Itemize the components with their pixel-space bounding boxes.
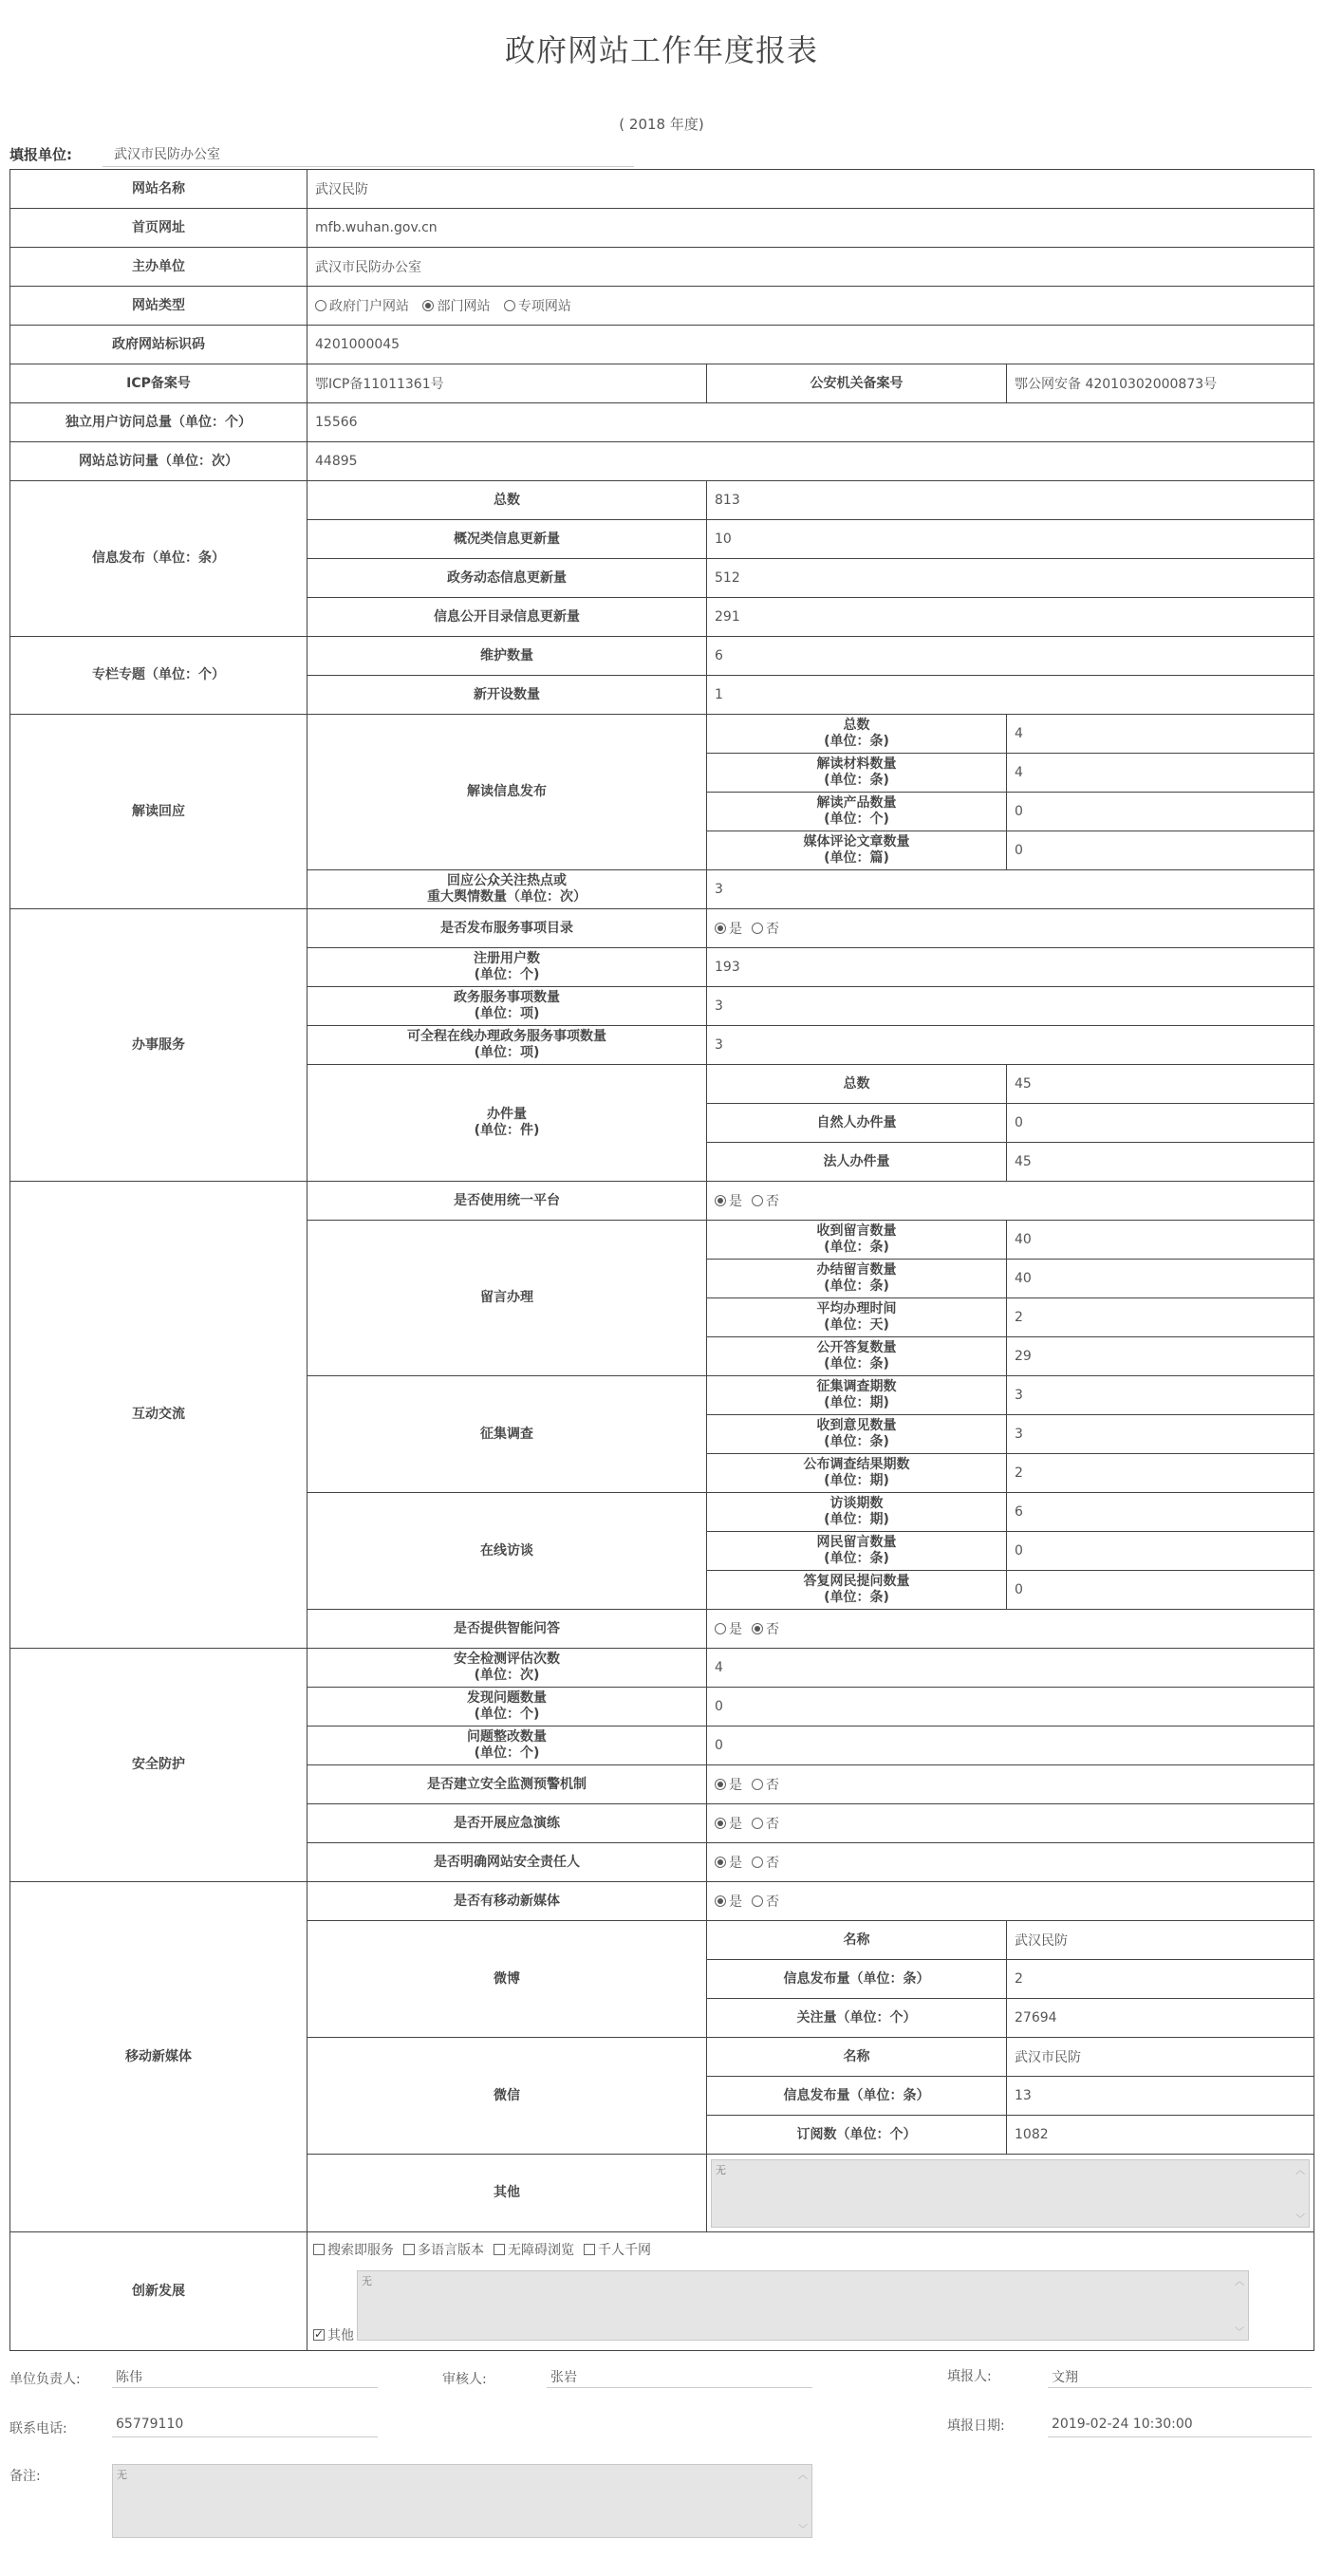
checkbox-label: 搜索即服务 [327,2243,394,2258]
table-row [10,403,1314,442]
cell-label: 问题整改数量 (单位：个) [307,1727,707,1765]
cell-label: 法人办件量 [707,1143,1007,1182]
radio-option[interactable] [422,299,490,314]
cell-label: 是否开展应急演练 [307,1804,707,1843]
radio-no[interactable] [752,1856,779,1871]
cell-label: 访谈期数 (单位：期) [707,1493,1007,1532]
scroll-up-icon: ︿ [1295,2165,1306,2176]
cell-label: 在线访谈 [307,1493,707,1610]
radio-icon [752,1779,763,1790]
reviewer-field[interactable]: 张岩 [547,2367,812,2388]
cell-label: 微信 [307,2038,707,2155]
pv-value: 44895 [307,442,1314,481]
cell-label: 是否发布服务事项目录 [307,909,707,948]
radio-yes[interactable] [715,1778,742,1793]
radio-option[interactable] [504,299,571,314]
reviewer-label: 审核人: [442,2372,487,2387]
section-label: 安全防护 [10,1649,307,1882]
table-row [10,1882,1314,1921]
cell-label: 网民留言数量 (单位：条) [707,1532,1007,1571]
cell-value: 45 [1007,1065,1314,1104]
filler-label: 填报人: [947,2369,992,2384]
cell-label: 其他 [307,2155,707,2232]
yes-no-radios [707,1882,1314,1921]
cell-value: 4 [1007,754,1314,793]
cell-value: 6 [707,637,1314,676]
checkbox-icon [313,2244,325,2255]
radio-yes[interactable] [715,1895,742,1910]
phone-label: 联系电话: [9,2421,67,2436]
cell-label: 发现问题数量 (单位：个) [307,1688,707,1727]
cell-label: 留言办理 [307,1221,707,1376]
cell-value: 0 [707,1688,1314,1727]
checkbox-label: 千人千网 [598,2243,651,2258]
radio-checked-icon [752,1623,763,1634]
section-label: 互动交流 [10,1182,307,1649]
yes-no-radios [707,1804,1314,1843]
leader-label: 单位负责人: [9,2372,81,2387]
scrollbar[interactable] [1294,2162,1307,2225]
checkbox-option[interactable] [313,2243,394,2258]
radio-icon [752,1895,763,1907]
cell-value: 291 [707,598,1314,637]
cell-value: 2 [1007,1960,1314,1999]
remark-label: 备注: [9,2469,41,2484]
radio-checked-icon [422,300,434,311]
cell-label: 解读产品数量 (单位：个) [707,793,1007,831]
cell-label: 网站名称 [10,170,307,209]
remark-textarea[interactable] [112,2464,812,2538]
yes-no-radios [707,909,1314,948]
other-textarea[interactable] [711,2159,1310,2228]
radio-yes[interactable] [715,1194,742,1209]
icp-value: 鄂ICP备11011361号 [307,364,707,403]
cell-value: 2 [1007,1454,1314,1493]
cell-label: 是否使用统一平台 [307,1182,707,1221]
scrollbar[interactable] [1233,2273,1246,2338]
cell-value: 512 [707,559,1314,598]
cell-value: 0 [1007,793,1314,831]
uv-value: 15566 [307,403,1314,442]
radio-option[interactable] [315,299,409,314]
cell-label: 注册用户数 (单位：个) [307,948,707,987]
leader-field[interactable]: 陈伟 [112,2367,378,2388]
cell-label: 维护数量 [307,637,707,676]
date-field[interactable]: 2019-02-24 10:30:00 [1048,2417,1312,2437]
cell-value: 4 [1007,715,1314,754]
cell-value: 45 [1007,1143,1314,1182]
radio-label: 部门网站 [437,299,491,314]
scroll-up-icon: ︿ [1235,2277,1244,2287]
cell-value: 2 [1007,1298,1314,1337]
radio-label: 是 [729,1895,742,1910]
scroll-down-icon: ﹀ [798,2525,808,2535]
cell-label: 公布调查结果期数 (单位：期) [707,1454,1007,1493]
cell-label: 政务动态信息更新量 [307,559,707,598]
cell-value: 13 [1007,2077,1314,2116]
radio-icon [315,300,326,311]
radio-no[interactable] [752,922,779,937]
radio-checked-icon [715,1895,726,1907]
cell-value: 0 [1007,1104,1314,1143]
table-row [10,2232,1314,2351]
cell-label: 解读材料数量 (单位：条) [707,754,1007,793]
radio-label: 是 [729,1778,742,1793]
cell-label: 独立用户访问总量（单位：个） [10,403,307,442]
cell-label: 微博 [307,1921,707,2038]
radio-icon [504,300,515,311]
cell-value: 3 [1007,1415,1314,1454]
table-row [10,1649,1314,1688]
cell-label: 公开答复数量 (单位：条) [707,1337,1007,1376]
radio-checked-icon [715,1195,726,1206]
checkbox-label: 其他 [327,2328,354,2343]
checkbox-option[interactable] [494,2243,574,2258]
cell-label: 是否明确网站安全责任人 [307,1843,707,1882]
table-row [10,481,1314,520]
table-row [10,209,1314,248]
page-title: 政府网站工作年度报表 [504,32,818,68]
table-row [10,1182,1314,1221]
cell-label: 可全程在线办理政务服务事项数量 (单位：项) [307,1026,707,1065]
radio-yes[interactable] [715,922,742,937]
unit-field[interactable]: 武汉市民防办公室 [102,144,634,167]
cell-label: 名称 [707,1921,1007,1960]
cell-label: 公安机关备案号 [707,364,1007,403]
cell-label: 政府网站标识码 [10,326,307,364]
section-label: 移动新媒体 [10,1882,307,2232]
cell-label: 安全检测评估次数 (单位：次) [307,1649,707,1688]
date-label: 填报日期: [947,2418,1005,2434]
cell-value: 40 [1007,1260,1314,1298]
cell-value: 武汉民防 [1007,1921,1314,1960]
cell-label: 办结留言数量 (单位：条) [707,1260,1007,1298]
cell-label: 总数 [307,481,707,520]
innovation-cell [307,2232,1314,2351]
site-name-value: 武汉民防 [307,170,1314,209]
table-row [10,364,1314,403]
cell-label: 网站类型 [10,287,307,326]
radio-label: 否 [766,1622,779,1637]
radio-label: 否 [766,1194,779,1209]
cell-label: 首页网址 [10,209,307,248]
cell-label: 平均办理时间 (单位：天) [707,1298,1007,1337]
cell-label: 订阅数（单位：个） [707,2116,1007,2155]
radio-label: 否 [766,1895,779,1910]
table-row [10,715,1314,754]
yes-no-radios [707,1765,1314,1804]
cell-value: 40 [1007,1221,1314,1260]
cell-value: 813 [707,481,1314,520]
cell-value: 0 [1007,1571,1314,1610]
cell-label: 概况类信息更新量 [307,520,707,559]
section-label: 办事服务 [10,909,307,1182]
radio-no[interactable] [752,1194,779,1209]
table-row [10,326,1314,364]
cell-label: 总数 (单位：条) [707,715,1007,754]
section-label: 专栏专题（单位：个） [10,637,307,715]
radio-label: 否 [766,922,779,937]
cell-label: 信息公开目录信息更新量 [307,598,707,637]
checkbox-icon [494,2244,505,2255]
cell-label: 收到留言数量 (单位：条) [707,1221,1007,1260]
checkbox-icon [403,2244,415,2255]
cell-label: 政务服务事项数量 (单位：项) [307,987,707,1026]
cell-label: 征集调查期数 (单位：期) [707,1376,1007,1415]
table-row [10,442,1314,481]
cell-value: 1082 [1007,2116,1314,2155]
table-row [10,287,1314,326]
radio-icon [752,1195,763,1206]
cell-value: 1 [707,676,1314,715]
cell-label: 网站总访问量（单位：次） [10,442,307,481]
cell-value: 193 [707,948,1314,987]
textarea-text: 无 [362,2275,372,2287]
yes-no-radios [707,1182,1314,1221]
table-row [10,637,1314,676]
radio-no[interactable] [752,1778,779,1793]
phone-field[interactable]: 65779110 [112,2417,378,2437]
radio-label: 是 [729,922,742,937]
cell-label: 媒体评论文章数量 (单位：篇) [707,831,1007,870]
radio-yes[interactable] [715,1622,742,1637]
checkbox-option[interactable] [584,2243,651,2258]
radio-label: 是 [729,1622,742,1637]
cell-value: 27694 [1007,1999,1314,2038]
cell-label: 答复网民提问数量 (单位：条) [707,1571,1007,1610]
textarea-text: 无 [117,2469,127,2481]
cell-value: 4 [707,1649,1314,1688]
cell-label: 办件量 (单位：件) [307,1065,707,1182]
cell-label: 是否建立安全监测预警机制 [307,1765,707,1804]
radio-label: 否 [766,1778,779,1793]
radio-label: 专项网站 [517,299,571,314]
cell-value: 10 [707,520,1314,559]
section-label: 信息发布（单位：条） [10,481,307,637]
homepage-value: mfb.wuhan.gov.cn [307,209,1314,248]
radio-no[interactable] [752,1895,779,1910]
other-textarea-cell [707,2155,1314,2232]
checkbox-label: 无障碍浏览 [508,2243,574,2258]
checkbox-label: 多语言版本 [418,2243,484,2258]
cell-label: 信息发布量（单位：条） [707,1960,1007,1999]
cell-value: 29 [1007,1337,1314,1376]
checkbox-other[interactable] [313,2325,354,2344]
radio-yes[interactable] [715,1856,742,1871]
id-value: 4201000045 [307,326,1314,364]
radio-label: 政府门户网站 [329,299,409,314]
checkbox-option[interactable] [403,2243,484,2258]
cell-value: 0 [707,1727,1314,1765]
radio-label: 否 [766,1817,779,1832]
cell-label: 信息发布量（单位：条） [707,2077,1007,2116]
table-row [10,248,1314,287]
yes-no-radios [707,1610,1314,1649]
scrollbar[interactable] [796,2467,810,2535]
report-table [9,169,1314,2351]
radio-checked-icon [715,1818,726,1829]
checkbox-checked-icon [313,2329,325,2341]
cell-label: 自然人办件量 [707,1104,1007,1143]
radio-yes[interactable] [715,1817,742,1832]
report-year: ( 2018 年度) [619,116,704,133]
cell-value: 6 [1007,1493,1314,1532]
cell-value: 3 [707,1026,1314,1065]
cell-label: 回应公众关注热点或 重大舆情数量（单位：次） [307,870,707,909]
filler-field[interactable]: 文翔 [1048,2367,1312,2388]
host-value: 武汉市民防办公室 [307,248,1314,287]
cell-label: 关注量（单位：个） [707,1999,1007,2038]
table-row [10,909,1314,948]
radio-label: 是 [729,1817,742,1832]
checkbox-icon [584,2244,595,2255]
radio-icon [752,923,763,934]
cell-value: 0 [1007,1532,1314,1571]
radio-icon [752,1818,763,1829]
police-value: 鄂公网安备 42010302000873号 [1007,364,1314,403]
section-label: 解读回应 [10,715,307,909]
cell-value: 3 [1007,1376,1314,1415]
radio-checked-icon [715,1779,726,1790]
radio-icon [752,1857,763,1868]
cell-value: 武汉市民防 [1007,2038,1314,2077]
cell-value: 3 [707,870,1314,909]
section-label: 创新发展 [10,2232,307,2351]
cell-label: 是否有移动新媒体 [307,1882,707,1921]
cell-value: 0 [1007,831,1314,870]
radio-checked-icon [715,923,726,934]
scroll-up-icon: ︿ [798,2471,808,2481]
cell-label: 是否提供智能问答 [307,1610,707,1649]
cell-label: ICP备案号 [10,364,307,403]
cell-label: 收到意见数量 (单位：条) [707,1415,1007,1454]
radio-label: 是 [729,1856,742,1871]
reporting-unit [9,142,626,167]
table-row [10,170,1314,209]
cell-label: 总数 [707,1065,1007,1104]
scroll-down-icon: ﹀ [1295,2213,1306,2225]
yes-no-radios [707,1843,1314,1882]
textarea-text: 无 [716,2163,726,2176]
cell-label: 主办单位 [10,248,307,287]
radio-label: 否 [766,1856,779,1871]
cell-label: 名称 [707,2038,1007,2077]
radio-no[interactable] [752,1622,779,1637]
cell-value: 3 [707,987,1314,1026]
innovation-checkboxes [313,2240,661,2259]
unit-label: 填报单位: [9,146,72,163]
cell-label: 新开设数量 [307,676,707,715]
site-type-radios [307,287,1314,326]
radio-icon [715,1623,726,1634]
innovation-textarea[interactable] [357,2270,1249,2341]
scroll-down-icon: ﹀ [1235,2327,1244,2338]
cell-label: 征集调查 [307,1376,707,1493]
radio-label: 是 [729,1194,742,1209]
radio-checked-icon [715,1857,726,1868]
radio-no[interactable] [752,1817,779,1832]
cell-label: 解读信息发布 [307,715,707,870]
